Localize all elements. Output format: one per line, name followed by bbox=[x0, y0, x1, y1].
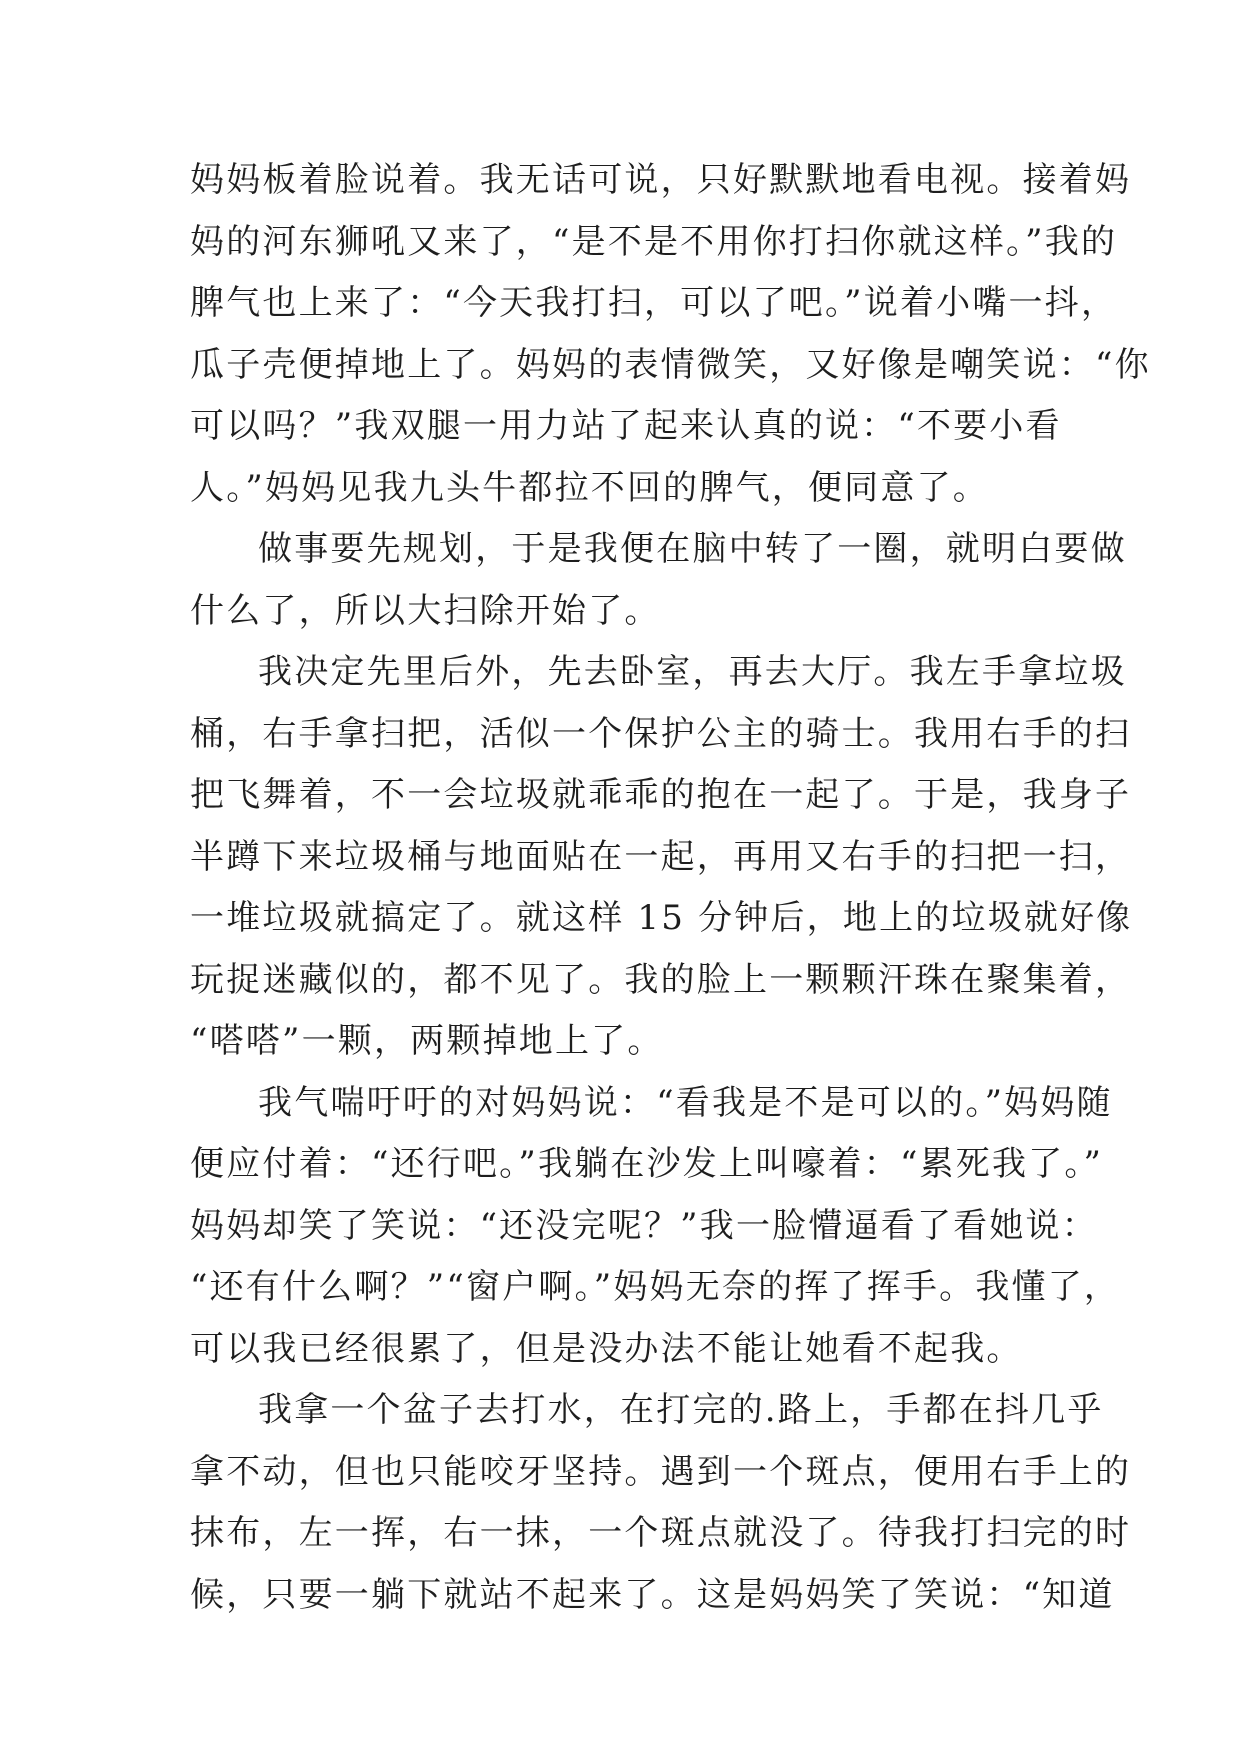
text-line: 我拿一个盆子去打水，在打完的.路上，手都在抖几乎 bbox=[258, 1390, 1104, 1430]
text-line: 抹布，左一挥，右一抹，一个斑点就没了。待我打扫完的时 bbox=[190, 1513, 1132, 1553]
text-line: 瓜子壳便掉地上了。妈妈的表情微笑，又好像是嘲笑说：“你 bbox=[190, 344, 1151, 385]
text-line: “嗒嗒”一颗，两颗掉地上了。 bbox=[190, 1021, 664, 1061]
text-line: 候，只要一躺下就站不起来了。这是妈妈笑了笑说：“知道 bbox=[190, 1574, 1115, 1615]
text-line: 拿不动，但也只能咬牙坚持。遇到一个斑点，便用右手上的 bbox=[190, 1451, 1132, 1492]
text-line: 半蹲下来垃圾桶与地面贴在一起，再用又右手的扫把一扫， bbox=[190, 836, 1132, 877]
text-line: 人。”妈妈见我九头牛都拉不回的脾气，便同意了。 bbox=[190, 467, 989, 508]
text-line: 妈妈却笑了笑说：“还没完呢？”我一脸懵逼看了看她说： bbox=[190, 1205, 1098, 1246]
text-line: 我决定先里后外，先去卧室，再去大厅。我左手拿垃圾 bbox=[258, 652, 1127, 692]
text-line: 做事要先规划，于是我便在脑中转了一圈，就明白要做 bbox=[258, 529, 1127, 569]
text-line: 脾气也上来了：“今天我打扫，可以了吧。”说着小嘴一抖， bbox=[190, 283, 1118, 323]
text-line: 妈妈板着脸说着。我无话可说，只好默默地看电视。接着妈 bbox=[190, 160, 1132, 200]
text-line: 可以吗？”我双腿一用力站了起来认真的说：“不要小看 bbox=[190, 406, 1062, 446]
text-line: 我气喘吁吁的对妈妈说：“看我是不是可以的。”妈妈随 bbox=[258, 1082, 1113, 1123]
text-line: 把飞舞着，不一会垃圾就乖乖的抱在一起了。于是，我身子 bbox=[190, 775, 1132, 815]
text-line: 便应付着：“还行吧。”我躺在沙发上叫嚎着：“累死我了。” bbox=[190, 1144, 1104, 1184]
text-line: 桶，右手拿扫把，活似一个保护公主的骑士。我用右手的扫 bbox=[190, 713, 1132, 754]
text-line: 可以我已经很累了，但是没办法不能让她看不起我。 bbox=[190, 1328, 1023, 1369]
essay-body-text bbox=[190, 150, 1151, 1626]
text-line: “还有什么啊？”“窗户啊。”妈妈无奈的挥了挥手。我懂了， bbox=[190, 1267, 1121, 1307]
text-line: 妈的河东狮吼又来了，“是不是不用你打扫你就这样。”我的 bbox=[190, 221, 1118, 262]
text-line: 什么了，所以大扫除开始了。 bbox=[190, 590, 661, 631]
text-line: 玩捉迷藏似的，都不见了。我的脸上一颗颗汗珠在聚集着， bbox=[190, 959, 1132, 1000]
text-line: 一堆垃圾就搞定了。就这样 15 分钟后，地上的垃圾就好像 bbox=[190, 898, 1133, 938]
